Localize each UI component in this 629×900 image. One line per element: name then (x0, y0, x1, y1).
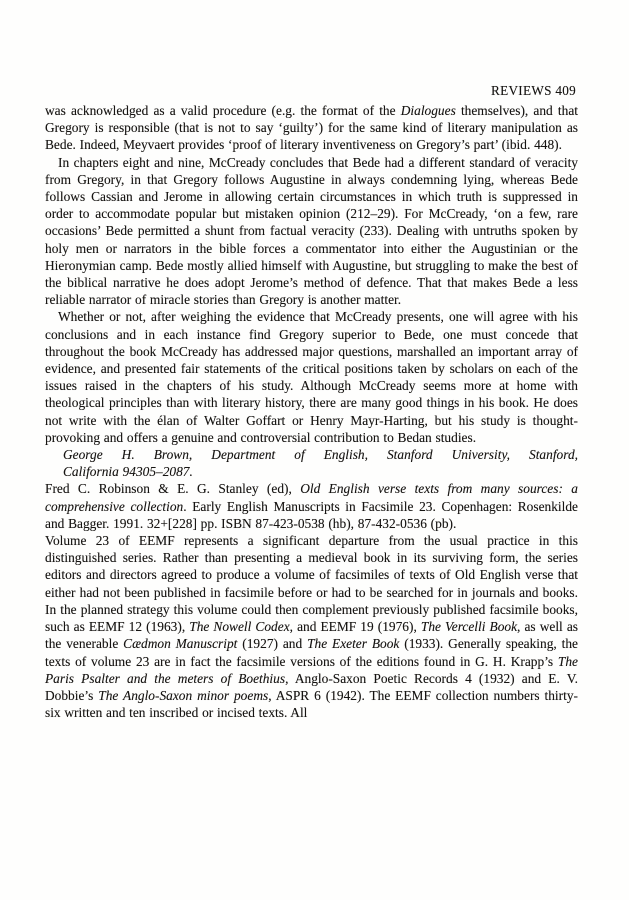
review1-paragraph-2: In chapters eight and nine, McCready concludes that Bede had a different standard of veracity from Gregory, in that Gregory follows Augustine in always condemning lying, whereas Bede follows Cassian and Jerome in allowing certain circumstances in which truth is suppressed in order to accommodate popular but mistaken opinion (212–29). For McCready, ‘on a few, rare occasions’ Bede permitted a shunt from factual veracity (233). Dealing with untruths spoken by holy men or narrators in the bible forces a commentator into either the Augustinian or the Hieronymian camp. Bede mostly allied himself with Augustine, but struggling to make the best of the biblical narrative he does adopt Jerome’s method of defence. That that makes Bede a less reliable narrator of miracle stories than Gregory is another matter. (45, 154, 578, 308)
book-citation: Fred C. Robinson & E. G. Stanley (ed), Old English verse texts from many sources: a comprehensive collection. Early English Manuscripts in Facsimile 23. Copenhagen: Rosenkilde and Bagger. 1991. 32+[228] pp. ISBN 87-423-0538 (hb), 87-432-0536 (pb). (45, 481, 579, 531)
text-column (45, 102, 578, 721)
running-head-text: REVIEWS 409 (491, 83, 576, 98)
running-head (45, 84, 576, 98)
reviewer-signature-line-1: George H. Brown, Department of English, Stanford University, Stanford, (63, 447, 578, 463)
review1-paragraph-continuation: was acknowledged as a valid procedure (e.g. the format of the Dialogues themselves), and that Gregory is responsible (that is not to say ‘guilty’) for the same kind of literary manipulation as Bede. Indeed, Meyvaert provides ‘proof of literary inventiveness on Gregory’s part’ (ibid. 448). (45, 103, 578, 153)
reviewer-signature-line-2: California 94305–2087. (63, 464, 193, 480)
reviewer-signature (63, 446, 578, 480)
review2-paragraph-1: Volume 23 of EEMF represents a significant departure from the usual practice in this distinguished series. Rather than presenting a medieval book in its surviving form, the series editors and directors agreed to produce a volume of facsimiles of texts of Old English verse that either had not been published in facsimile before or had to be searched for in journals and books. In the planned strategy this volume could then complement previously published facsimile books, such as EEMF 12 (1963), The Nowell Codex, and EEMF 19 (1976), The Vercelli Book, as well as the venerable Cædmon Manuscript (1927) and The Exeter Book (1933). Generally speaking, the texts of volume 23 are in fact the facsimile versions of the editions found in G. H. Krapp’s The Paris Psalter and the meters of Boethius, Anglo-Saxon Poetic Records 4 (1932) and E. V. Dobbie’s The Anglo-Saxon minor poems, ASPR 6 (1942). The EEMF collection numbers thirty-six written and ten inscribed or incised texts. All (45, 533, 579, 721)
review1-paragraph-3: Whether or not, after weighing the evidence that McCready presents, one will agree with his conclusions and in each instance find Gregory superior to Bede, one must concede that throughout the book McCready has addressed major questions, marshalled an important array of evidence, and presented fair statements of the critical positions taken by scholars on each of the issues raised in the chapters of his study. Although McCready seems more at home with theological principles than with literary history, there are many good things in his book. He does not write with the élan of Walter Goffart or Henry Mayr-Harting, but his study is thought-provoking and offers a genuine and controversial contribution to Bedan studies. (45, 309, 578, 445)
